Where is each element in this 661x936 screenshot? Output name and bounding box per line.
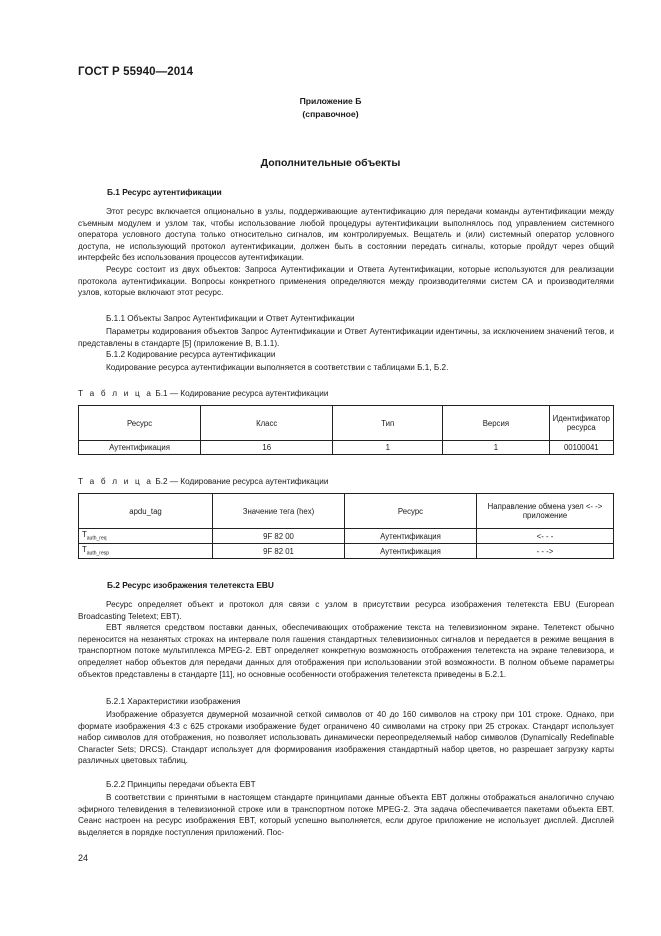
table1-caption (78, 389, 328, 398)
table-2 (78, 493, 614, 559)
table2-cell-resource: Аутентификация (345, 544, 477, 559)
b1-paragraph-3: Параметры кодирования объектов Запрос Аутентификации и Ответ Аутентификации идентичны, за исключением значений тегов, и представлены в стандарте [5] (приложение B, B.1.1). (78, 327, 614, 348)
subsection-b21-heading: Б.2.1 Характеристики изображения (106, 697, 241, 706)
table2-cell-value: 9F 82 01 (213, 544, 345, 559)
section-b1-heading: Б.1 Ресурс аутентификации (107, 187, 222, 197)
tag-sub: auth_req (86, 535, 107, 542)
table1-caption-prefix: Т а б л и ц а (78, 389, 154, 398)
table1-header-id: Идентификатор ресурса (549, 406, 613, 441)
b2-paragraph-3-block (78, 709, 614, 767)
standard-header: ГОСТ Р 55940—2014 (78, 66, 194, 78)
table-1 (78, 405, 614, 455)
table1-cell-type: 1 (333, 441, 443, 455)
subsection-b22-heading: Б.2.2 Принципы передачи объекта EBT (106, 780, 256, 789)
table1-cell-class: 16 (201, 441, 333, 455)
b2-paragraph-1: Ресурс определяет объект и протокол для связи с узлом в присутствии ресурса изображения телетекста EBU (European Broadcasting Teletext; EBT). (78, 600, 614, 621)
table1-header-type: Тип (333, 406, 443, 441)
table1-header-row (79, 406, 614, 441)
table2-cell-direction: - - -> (477, 544, 614, 559)
table2-cell-direction: <- - - (477, 529, 614, 544)
table1-header-class: Класс (201, 406, 333, 441)
table1-cell-resource: Аутентификация (79, 441, 201, 455)
section-b2-heading: Б.2 Ресурс изображения телетекста EBU (107, 580, 274, 590)
subsection-b11-heading: Б.1.1 Объекты Запрос Аутентификации и Ответ Аутентификации (106, 314, 355, 323)
table-row (79, 529, 614, 544)
b1-paragraph-3-block (78, 326, 614, 349)
section-b1-body (78, 206, 614, 299)
table1-header-resource: Ресурс (79, 406, 201, 441)
appendix-title: Приложение Б (299, 96, 362, 106)
table1-header-version: Версия (443, 406, 549, 441)
tag-main: T (82, 545, 87, 555)
page-number: 24 (78, 853, 89, 863)
appendix-note: (справочное) (302, 109, 359, 119)
b2-paragraph-3: Изображение образуется двумерной мозаичной сеткой символов от 40 до 160 символов на строку при 101 строке. Однако, при формате изображения 4:3 с 625 строками изображение будет ограничено 40 символами на строку при 25 строках. Стандарт использует набор символов для отображения, но позволяет использовать динамически переопределяемый набор символов (Dynamically Redefinable Character Sets; DRCS). Стандарт использует для формирования изображения стандартный набор цветов, но разрешает загрузку карты различных цветовых таблиц. (78, 710, 614, 766)
page-title: Дополнительные объекты (260, 157, 401, 169)
tag-main: T (82, 530, 87, 540)
b1-paragraph-1: Этот ресурс включается опционально в узлы, поддерживающие аутентификацию для передачи команды аутентификации между съемным модулем и узлом так, чтобы использование любой процедуры аутентификации выполнялось под управлением системного оператора условного доступа только относительно сигналов, им контролируемых. Вещатель и (или) системный оператор условного доступа, не использующий протокол аутентификации, должен быть в состоянии передать сигналы, которые пройдут через общий интерфейс без использования процессов аутентификации. (78, 207, 614, 263)
table2-caption (78, 477, 328, 486)
table2-cell-tag (79, 529, 213, 544)
table-row (79, 544, 614, 559)
table1-cell-version: 1 (443, 441, 549, 455)
table2-header-value: Значение тега (hex) (213, 494, 345, 529)
b2-paragraph-4-block (78, 792, 614, 838)
subsection-b12-heading: Б.1.2 Кодирование ресурса аутентификации (106, 350, 276, 359)
table2-cell-resource: Аутентификация (345, 529, 477, 544)
section-b2-body (78, 599, 614, 680)
table-row (79, 441, 614, 455)
table2-header-direction: Направление обмена узел <- -> приложение (477, 494, 614, 529)
table2-header-tag: apdu_tag (79, 494, 213, 529)
b2-paragraph-2: EBT является средством поставки данных, обеспечивающих отображение текста на телевизионном экране. Телетекст обычно переносится на незанятых строках на интервале поля гашения стандартных телевизионных сигналов и передается в режиме вещания в транспортном потоке мультиплекса MPEG-2. EBT определяет конкретную возможность отображения телетекста на экране телевизора, и определяет набор объектов для передачи данных для отображения при использовании этой возможности. В полном объеме параметры объектов представлены в стандарте [11], но основные особенности отображения телетекста приведены в Б.2.1. (78, 623, 614, 679)
b1-paragraph-2: Ресурс состоит из двух объектов: Запроса Аутентификации и Ответа Аутентификации, которые используются для реализации протокола аутентификации. Вопросы конкретного применения определяются между производителями систем СА и производителями узлов, которые включают этот ресурс. (78, 264, 614, 298)
table2-cell-value: 9F 82 00 (213, 529, 345, 544)
b1-paragraph-4-block (78, 362, 614, 374)
table1-caption-text: Б.1 — Кодирование ресурса аутентификации (153, 389, 329, 398)
tag-sub: auth_resp (86, 550, 110, 557)
table2-cell-tag (79, 544, 213, 559)
table2-header-row (79, 494, 614, 529)
table1-cell-id: 00100041 (549, 441, 613, 455)
table2-header-resource: Ресурс (345, 494, 477, 529)
b2-paragraph-4: В соответствии с принятыми в настоящем стандарте принципами данные объекта EBT должны отображаться аналогично случаю эфирного телевидения в телевизионной строке или в транспортном потоке MPEG-2. Эта задача обеспечивается пакетами объекта EBT. Сеанс настроен на ресурс изображения EBT, который успешно выполняется, если другое приложение не использует дисплей. Дисплей выделяется в порядке поступления приложений. Пос- (78, 793, 614, 837)
b1-paragraph-4: Кодирование ресурса аутентификации выполняется в соответствии с таблицами Б.1, Б.2. (106, 363, 449, 372)
table2-caption-text: Б.2 — Кодирование ресурса аутентификации (153, 477, 329, 486)
table2-caption-prefix: Т а б л и ц а (78, 477, 154, 486)
